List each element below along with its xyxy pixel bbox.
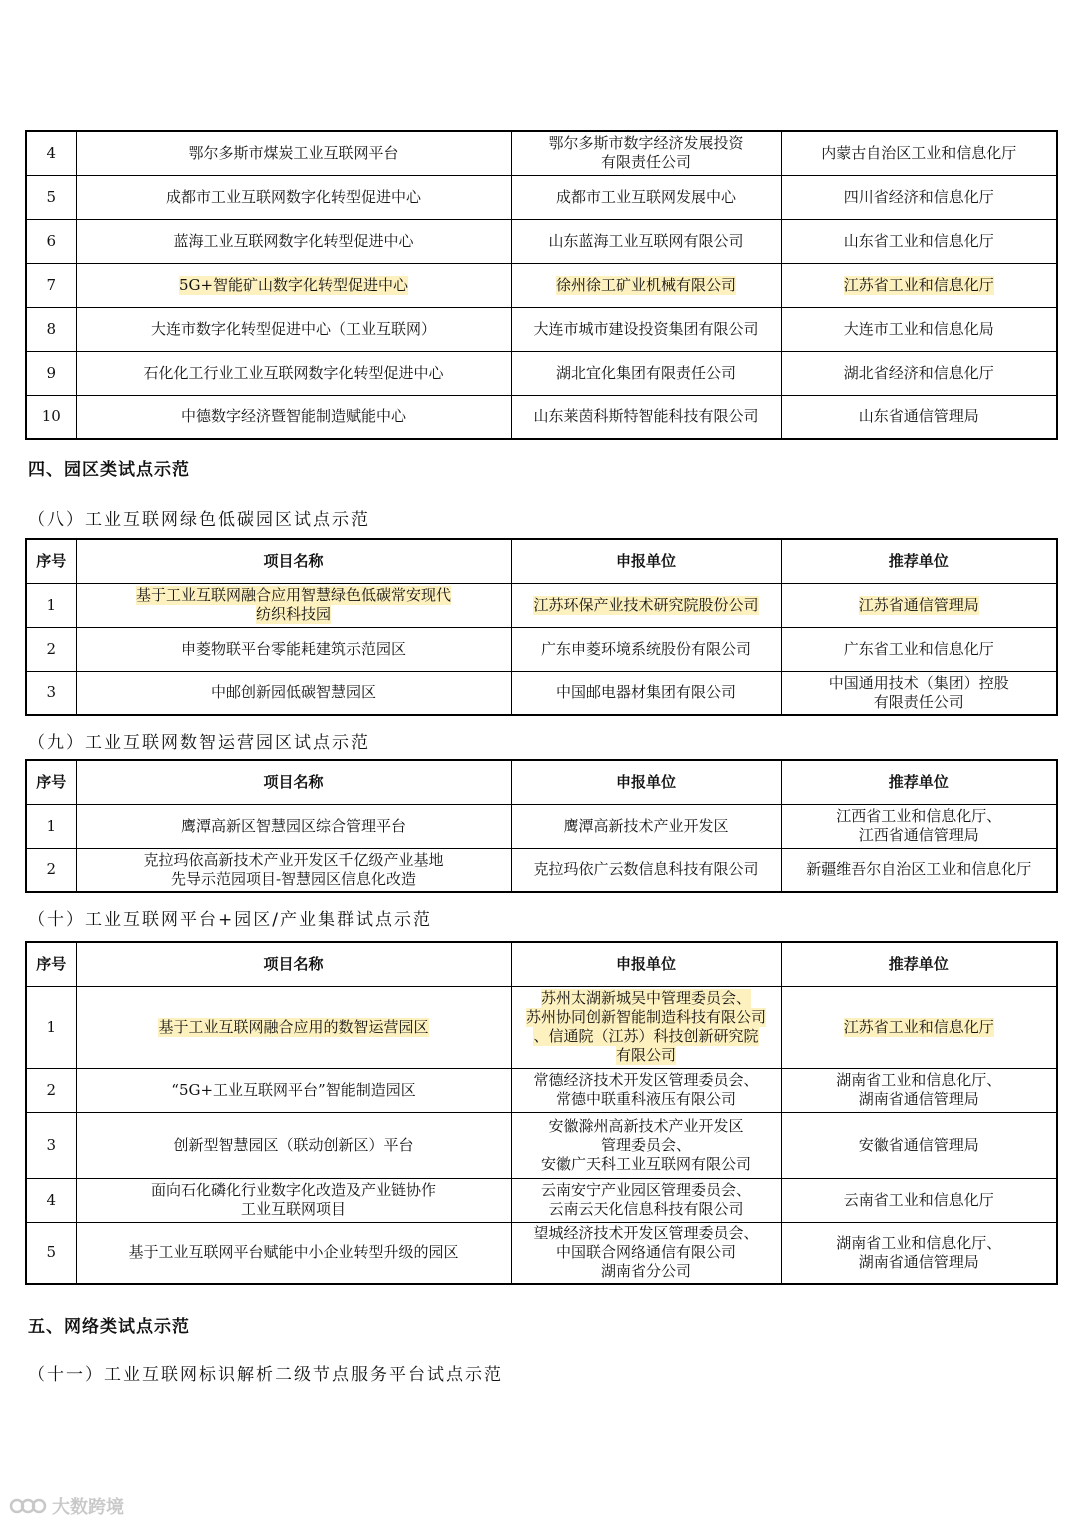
cell-text: 大连市数字化转型促进中心（工业互联网） [150, 319, 436, 338]
table-green-lowcarbon-parks [25, 538, 1058, 716]
cell-text: 纺织科技园 [255, 605, 331, 623]
cell-text: 江苏省工业和信息化厅 [843, 1017, 994, 1036]
cell-text: 山东蓝海工业互联网有限公司 [548, 231, 744, 250]
cell-applicant [511, 671, 781, 715]
table-row [26, 627, 1057, 671]
cell-text: 4 [46, 1190, 57, 1209]
table-smart-operation-parks [25, 759, 1058, 893]
cell-no [26, 1178, 76, 1222]
section-heading-4: 四、园区类试点示范 [28, 460, 190, 480]
cell-text: 7 [46, 275, 57, 294]
cell-text: 1 [46, 816, 57, 835]
cell-text: 基于工业互联网平台赋能中小企业转型升级的园区 [128, 1243, 459, 1262]
cell-applicant [511, 263, 781, 307]
cell-text: 、信通院（江苏）科技创新研究院 [533, 1027, 759, 1045]
cell-recommender [781, 804, 1057, 848]
table-row [26, 1068, 1057, 1112]
cell-text: 苏州太湖新城吴中管理委员会、 [540, 989, 751, 1007]
cell-text: 湖南省工业和信息化厅、 [836, 1071, 1002, 1089]
cell-no [26, 1068, 76, 1112]
cell-applicant [511, 351, 781, 395]
cell-text: 鄂尔多斯市数字经济发展投资 [548, 134, 744, 153]
cell-text: 常德中联重科液压有限公司 [555, 1090, 736, 1108]
cell-text: 大连市工业和信息化局 [843, 319, 994, 338]
cell-project-name [76, 671, 511, 715]
cell-text: 2 [46, 860, 57, 879]
cell-applicant [511, 986, 781, 1068]
cell-text: 申菱物联平台零能耗建筑示范园区 [180, 639, 406, 658]
cell-text: 苏州协同创新智能制造科技有限公司 [525, 1008, 766, 1026]
cell-text: 2 [46, 639, 57, 658]
cell-text: 克拉玛依广云数信息科技有限公司 [533, 860, 759, 879]
cell-text: 5 [46, 1243, 57, 1262]
cell-project-name [76, 1112, 511, 1178]
cell-text: 3 [46, 1135, 57, 1154]
subsection-heading-10: （十）工业互联网平台+园区/产业集群试点示范 [28, 910, 432, 930]
cell-text: 内蒙古自治区工业和信息化厅 [821, 143, 1017, 162]
cell-no [26, 219, 76, 263]
cell-applicant [511, 395, 781, 439]
table-body [26, 986, 1057, 1284]
cell-text: 石化化工行业工业互联网数字化转型促进中心 [143, 363, 444, 382]
cell-project-name [76, 848, 511, 892]
cell-no [26, 131, 76, 175]
cell-text: 鹰潭高新技术产业开发区 [563, 816, 729, 835]
cell-text: 先导示范园项目-智慧园区信息化改造 [170, 869, 417, 888]
cell-recommender [781, 219, 1057, 263]
cell-no [26, 848, 76, 892]
table-row [26, 804, 1057, 848]
table-header-row [26, 942, 1057, 986]
cell-no [26, 583, 76, 627]
cell-recommender [781, 1068, 1057, 1112]
cell-project-name [76, 263, 511, 307]
cell-text: 新疆维吾尔自治区工业和信息化厅 [806, 860, 1032, 879]
table-row [26, 671, 1057, 715]
col-header-recommender: 推荐单位 [781, 942, 1057, 986]
table-header-row [26, 760, 1057, 804]
cell-recommender [781, 395, 1057, 439]
cell-recommender [781, 986, 1057, 1068]
cell-applicant [511, 1222, 781, 1284]
subsection-heading-8: （八）工业互联网绿色低碳园区试点示范 [28, 510, 370, 530]
cell-no [26, 351, 76, 395]
cell-applicant [511, 175, 781, 219]
cell-text: 创新型智慧园区（联动创新区）平台 [173, 1135, 414, 1154]
cell-text: 有限责任公司 [600, 153, 691, 172]
cell-text: 广东省工业和信息化厅 [843, 639, 994, 658]
subsection-heading-11: （十一）工业互联网标识解析二级节点服务平台试点示范 [28, 1365, 503, 1385]
cell-text: 2 [46, 1080, 57, 1099]
cell-recommender [781, 848, 1057, 892]
col-header-name: 项目名称 [76, 760, 511, 804]
cell-recommender [781, 263, 1057, 307]
cell-text: 安徽省通信管理局 [858, 1135, 979, 1154]
cell-text: 克拉玛依高新技术产业开发区千亿级产业基地 [143, 850, 444, 869]
cell-project-name [76, 1222, 511, 1284]
cell-recommender [781, 627, 1057, 671]
col-header-name: 项目名称 [76, 942, 511, 986]
table-row [26, 583, 1057, 627]
cell-text: 云南云天化信息科技有限公司 [548, 1200, 744, 1218]
cell-text: 常德经济技术开发区管理委员会、 [533, 1071, 759, 1089]
cell-text: 山东莱茵科斯特智能科技有限公司 [533, 407, 759, 426]
cell-applicant [511, 131, 781, 175]
cell-project-name [76, 986, 511, 1068]
cell-applicant [511, 627, 781, 671]
cell-applicant [511, 804, 781, 848]
cell-text: 大连市城市建设投资集团有限公司 [533, 319, 759, 338]
cell-text: 江西省工业和信息化厅、 [836, 807, 1002, 825]
cell-text: 10 [41, 407, 61, 426]
col-header-applicant: 申报单位 [511, 942, 781, 986]
cell-text: 云南安宁产业园区管理委员会、 [540, 1181, 751, 1199]
section-heading-5: 五、网络类试点示范 [28, 1317, 190, 1337]
cell-applicant [511, 848, 781, 892]
cell-text: 有限公司 [615, 1046, 676, 1064]
cell-recommender [781, 351, 1057, 395]
cell-applicant [511, 307, 781, 351]
cell-text: 湖北省经济和信息化厅 [843, 363, 994, 382]
table-row [26, 986, 1057, 1068]
cell-applicant [511, 1178, 781, 1222]
cell-text: 鹰潭高新区智慧园区综合管理平台 [180, 816, 406, 835]
table-row [26, 1222, 1057, 1284]
cell-text: 管理委员会、 [600, 1135, 691, 1154]
cell-no [26, 395, 76, 439]
col-header-applicant: 申报单位 [511, 760, 781, 804]
cell-project-name [76, 1068, 511, 1112]
cell-text: 江苏省工业和信息化厅 [843, 275, 994, 294]
subsection-heading-9: （九）工业互联网数智运营园区试点示范 [28, 733, 370, 753]
cell-text: 江苏省通信管理局 [858, 595, 979, 614]
cell-text: 中邮创新园低碳智慧园区 [210, 683, 376, 702]
cell-no [26, 986, 76, 1068]
cell-text: 江西省通信管理局 [858, 826, 979, 844]
cell-text: 江苏环保产业技术研究院股份公司 [533, 595, 759, 614]
table-header-row [26, 539, 1057, 583]
table-row [26, 175, 1057, 219]
cell-text: 蓝海工业互联网数字化转型促进中心 [173, 231, 414, 250]
cell-text: 面向石化磷化行业数字化改造及产业链协作 [150, 1181, 436, 1199]
cell-applicant [511, 219, 781, 263]
cell-applicant [511, 583, 781, 627]
watermark [8, 1493, 124, 1519]
cell-text: 5 [46, 187, 57, 206]
cell-no [26, 175, 76, 219]
table-row [26, 351, 1057, 395]
cell-text: 山东省工业和信息化厅 [843, 231, 994, 250]
table-row [26, 131, 1057, 175]
cell-text: 四川省经济和信息化厅 [843, 187, 994, 206]
cell-text: 广东申菱环境系统股份有限公司 [540, 639, 751, 658]
cell-text: 成都市工业互联网数字化转型促进中心 [165, 187, 421, 206]
cell-text: 中国联合网络通信有限公司 [555, 1243, 736, 1262]
cell-project-name [76, 219, 511, 263]
cell-project-name [76, 804, 511, 848]
cell-text: 徐州徐工矿业机械有限公司 [555, 275, 736, 294]
table-row [26, 395, 1057, 439]
cell-text: 8 [46, 319, 57, 338]
cell-recommender [781, 1222, 1057, 1284]
cell-text: 安徽滁州高新技术产业开发区 [548, 1116, 744, 1135]
cell-project-name [76, 131, 511, 175]
col-header-name: 项目名称 [76, 539, 511, 583]
table-row [26, 219, 1057, 263]
cell-no [26, 1112, 76, 1178]
cell-project-name [76, 307, 511, 351]
cell-no [26, 671, 76, 715]
col-header-applicant: 申报单位 [511, 539, 781, 583]
cell-no [26, 804, 76, 848]
cell-text: 鄂尔多斯市煤炭工业互联网平台 [188, 143, 399, 162]
watermark-logo-icon [8, 1494, 48, 1518]
cell-text: 望城经济技术开发区管理委员会、 [533, 1224, 759, 1243]
cell-recommender [781, 583, 1057, 627]
watermark-text: 大数跨境 [52, 1497, 124, 1518]
cell-project-name [76, 175, 511, 219]
cell-text: 山东省通信管理局 [858, 407, 979, 426]
cell-text: 3 [46, 683, 57, 702]
table-platform-park-cluster [25, 941, 1058, 1285]
cell-recommender [781, 1112, 1057, 1178]
cell-no [26, 263, 76, 307]
cell-text: 湖北宜化集团有限责任公司 [555, 363, 736, 382]
cell-text: 1 [46, 1017, 57, 1036]
cell-text: 湖南省通信管理局 [858, 1252, 979, 1271]
cell-text: 基于工业互联网融合应用智慧绿色低碳常安现代 [135, 586, 451, 604]
cell-recommender [781, 1178, 1057, 1222]
col-header-no: 序号 [26, 942, 76, 986]
cell-text: 中德数字经济暨智能制造赋能中心 [180, 407, 406, 426]
cell-text: 6 [46, 231, 57, 250]
cell-text: 基于工业互联网融合应用的数智运营园区 [158, 1017, 429, 1036]
cell-recommender [781, 307, 1057, 351]
cell-text: 湖南省通信管理局 [858, 1090, 979, 1108]
cell-text: 中国邮电器材集团有限公司 [555, 683, 736, 702]
cell-recommender [781, 175, 1057, 219]
cell-project-name [76, 1178, 511, 1222]
table-row [26, 848, 1057, 892]
col-header-recommender: 推荐单位 [781, 760, 1057, 804]
table-body [26, 583, 1057, 715]
cell-no [26, 307, 76, 351]
cell-recommender [781, 131, 1057, 175]
cell-recommender [781, 671, 1057, 715]
table-row [26, 263, 1057, 307]
table-row [26, 1112, 1057, 1178]
cell-project-name [76, 395, 511, 439]
cell-applicant [511, 1068, 781, 1112]
cell-text: 安徽广天科工业互联网有限公司 [540, 1154, 751, 1173]
table-body [26, 804, 1057, 892]
cell-text: 云南省工业和信息化厅 [843, 1190, 994, 1209]
cell-text: 成都市工业互联网发展中心 [555, 187, 736, 206]
cell-text: 5G+智能矿山数字化转型促进中心 [178, 275, 409, 294]
cell-text: 湖南省分公司 [600, 1262, 691, 1281]
cell-text: 4 [46, 143, 57, 162]
cell-text: 1 [46, 595, 57, 614]
table-continued [25, 130, 1058, 440]
cell-text: 工业互联网项目 [240, 1200, 346, 1218]
table-body [26, 131, 1057, 439]
col-header-no: 序号 [26, 539, 76, 583]
cell-project-name [76, 351, 511, 395]
cell-text: 9 [46, 363, 57, 382]
cell-project-name [76, 583, 511, 627]
cell-text: 有限责任公司 [873, 692, 964, 711]
cell-no [26, 1222, 76, 1284]
table-row [26, 307, 1057, 351]
cell-applicant [511, 1112, 781, 1178]
cell-text: 湖南省工业和信息化厅、 [836, 1233, 1002, 1252]
col-header-recommender: 推荐单位 [781, 539, 1057, 583]
cell-no [26, 627, 76, 671]
col-header-no: 序号 [26, 760, 76, 804]
cell-text: 中国通用技术（集团）控股 [828, 673, 1009, 692]
table-row [26, 1178, 1057, 1222]
cell-text: “5G+工业互联网平台”智能制造园区 [171, 1080, 416, 1099]
cell-project-name [76, 627, 511, 671]
